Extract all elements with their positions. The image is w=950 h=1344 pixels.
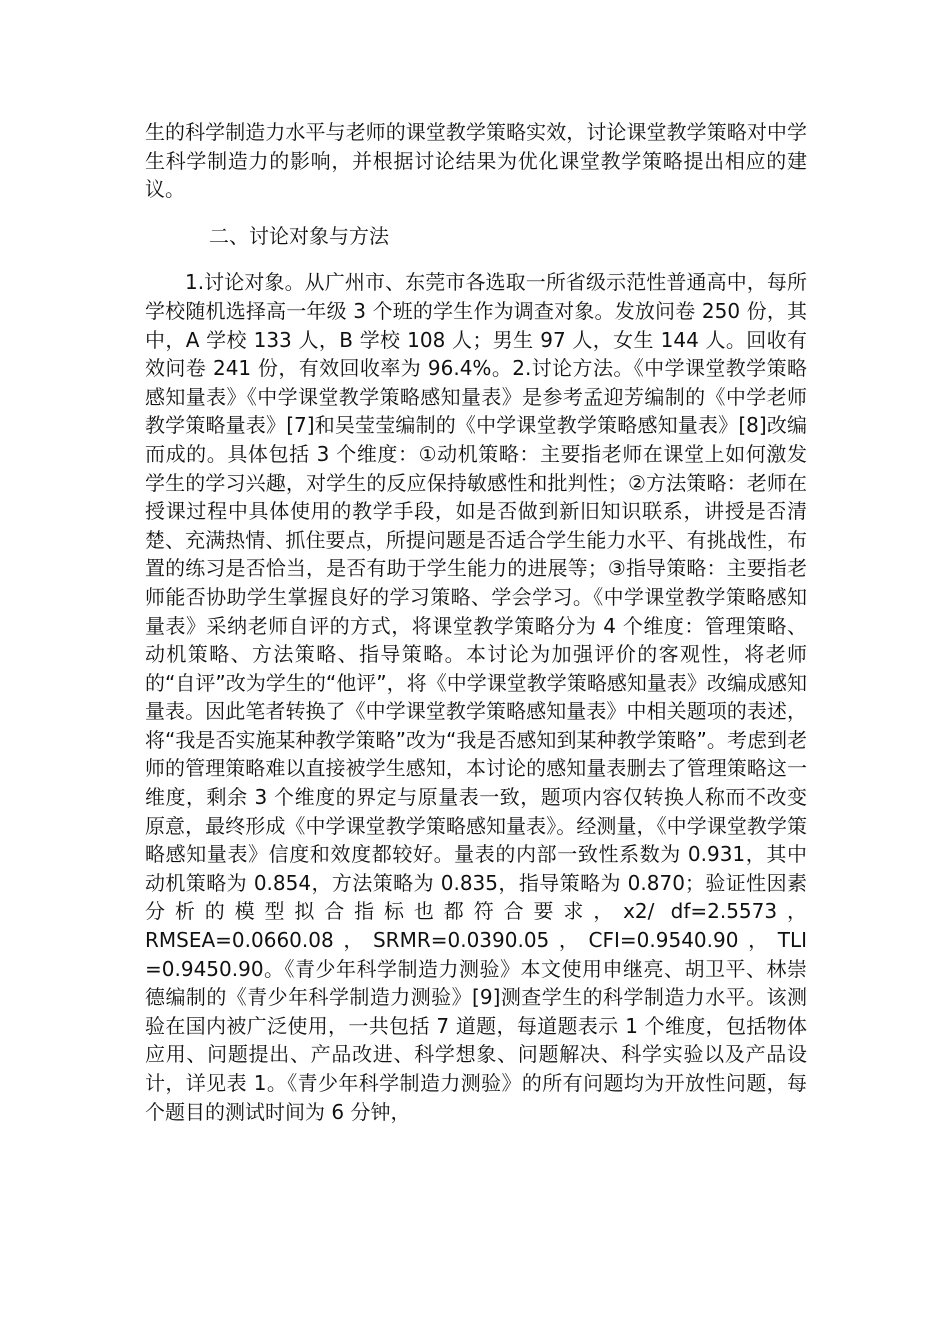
paragraph-methods-body: 1.讨论对象。从广州市、东莞市各选取一所省级示范性普通高中，每所学校随机选择高一年级 3 个班的学生作为调查对象。发放问卷 250 份，其中，A 学校 133 人，B 学校 108 人；男生 97 人，女生 144 人。回收有效问卷 241 份，有效回收率为 96.4%。2.讨论方法。《中学课堂教学策略感知量表》《中学课堂教学策略感知量表》是参考孟迎芳编制的《中学老师教学策略量表》[7]和吴莹莹编制的《中学课堂教学策略感知量表》[8]改编而成的。具体包括 3 个维度：①动机策略：主要指老师在课堂上如何激发学生的学习兴趣，对学生的反应保持敏感性和批判性；②方法策略：老师在授课过程中具体使用的教学手段，如是否做到新旧知识联系，讲授是否清楚、充满热情、抓住要点，所提问题是否适合学生能力水平、有挑战性，布置的练习是否恰当，是否有助于学生能力的进展等；③指导策略：主要指老师能否协助学生掌握良好的学习策略、学会学习。《中学课堂教学策略感知量表》采纳老师自评的方式，将课堂教学策略分为 4 个维度：管理策略、动机策略、方法策略、指导策略。本讨论为加强评价的客观性，将老师的“自评”改为学生的“他评”，将《中学课堂教学策略感知量表》改编成感知量表。因此笔者转换了《中学课堂教学策略感知量表》中相关题项的表述，将“我是否实施某种教学策略”改为“我是否感知到某种教学策略”。考虑到老师的管理策略难以直接被学生感知，本讨论的感知量表删去了管理策略这一维度，剩余 3 个维度的界定与原量表一致，题项内容仅转换人称而不改变原意，最终形成《中学课堂教学策略感知量表》。经测量，《中学课堂教学策略感知量表》信度和效度都较好。量表的内部一致性系数为 0.931，其中动机策略为 0.854，方法策略为 0.835，指导策略为 0.870；验证性因素分析的模型拟合指标也都符合要求，x2/ df=2.5573，RMSEA=0.0660.08，SRMR=0.0390.05，CFI=0.9540.90，TLI =0.9450.90。《青少年科学制造力测验》本文使用申继亮、胡卫平、林崇德编制的《青少年科学制造力测验》[9]测查学生的科学制造力水平。该测验在国内被广泛使用，一共包括 7 道题，每道题表示 1 个维度，包括物体应用、问题提出、产品改进、科学想象、问题解决、科学实验以及产品设计，详见表 1。《青少年科学制造力测验》的所有问题均为开放性问题，每个题目的测试时间为 6 分钟，: [145, 270, 807, 1124]
section-heading: 二、讨论对象与方法: [209, 223, 389, 248]
paragraph-intro-continuation: 生的科学制造力水平与老师的课堂教学策略实效，讨论课堂教学策略对中学生科学制造力的影响，并根据讨论结果为优化课堂教学策略提出相应的建议。: [145, 120, 807, 202]
document-body: [145, 118, 807, 1126]
